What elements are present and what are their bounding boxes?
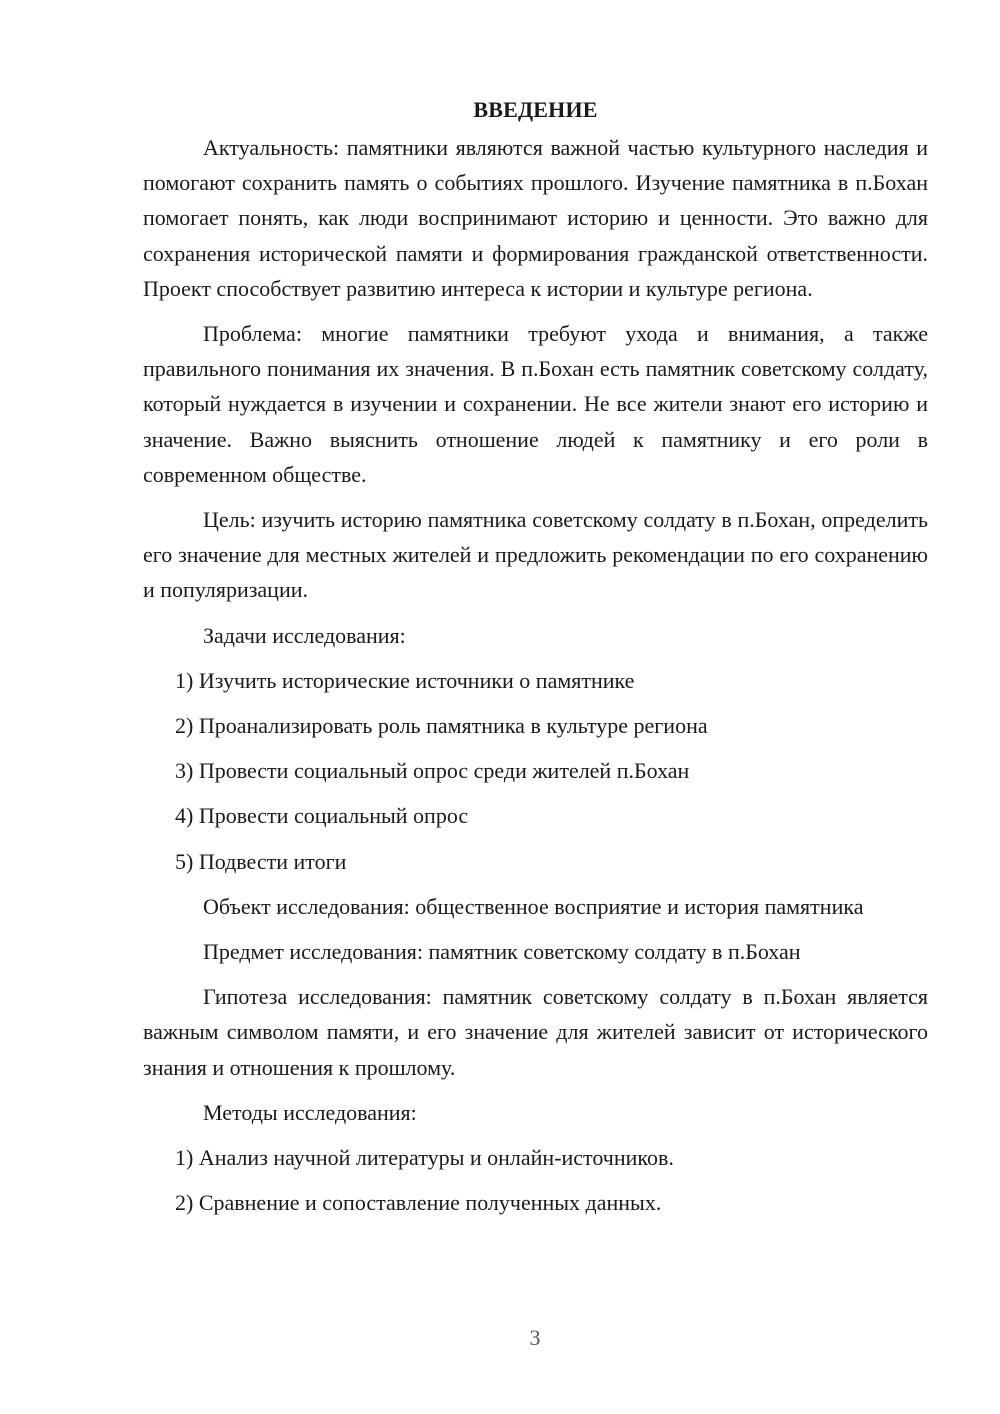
subject-paragraph: Предмет исследования: памятник советскому солдату в п.Бохан (203, 939, 801, 965)
methods-heading: Методы исследования: (203, 1099, 417, 1125)
list-item: 3) Провести социальный опрос среди жителей п.Бохан (175, 758, 690, 784)
problem-paragraph: Проблема: многие памятники требуют ухода и внимания, а также правильного понимания их значения. В п.Бохан есть памятник советскому солдату, который нуждается в изучении и сохранении. Не все жители знают его историю и значение. Важно выяснить отношение людей к памятнику и его роли в современном обществе. (143, 321, 928, 487)
list-item: 5) Подвести итоги (175, 848, 347, 874)
tasks-list (143, 663, 928, 879)
document-page (143, 92, 928, 1230)
hypothesis-paragraph: Гипотеза исследования: памятник советскому солдату в п.Бохан является важным символом памяти, и его значение для жителей зависит от исторического знания и отношения к прошлому. (143, 984, 928, 1080)
list-item: 1) Изучить исторические источники о памятнике (175, 667, 635, 693)
document-title: ВВЕДЕНИЕ (473, 97, 598, 122)
list-item: 4) Провести социальный опрос (175, 803, 469, 829)
tasks-heading: Задачи исследования: (203, 622, 406, 648)
list-item: 2) Сравнение и сопоставление полученных данных. (175, 1190, 662, 1216)
relevance-paragraph: Актуальность: памятники являются важной частью культурного наследия и помогают сохранить память о событиях прошлого. Изучение памятника в п.Бохан помогает понять, как люди воспринимают историю и ценности. Это важно для сохранения исторической памяти и формирования гражданской ответственности. Проект способствует развитию интереса к истории и культуре региона. (143, 135, 928, 301)
object-paragraph: Объект исследования: общественное восприятие и история памятника (203, 893, 864, 919)
list-item: 1) Анализ научной литературы и онлайн-источников. (175, 1145, 674, 1171)
page-number: 3 (529, 1325, 541, 1350)
list-item: 2) Проанализировать роль памятника в культуре региона (175, 713, 708, 739)
methods-list (143, 1140, 928, 1220)
goal-paragraph: Цель: изучить историю памятника советскому солдату в п.Бохан, определить его значение для местных жителей и предложить рекомендации по его сохранению и популяризации. (143, 507, 928, 603)
